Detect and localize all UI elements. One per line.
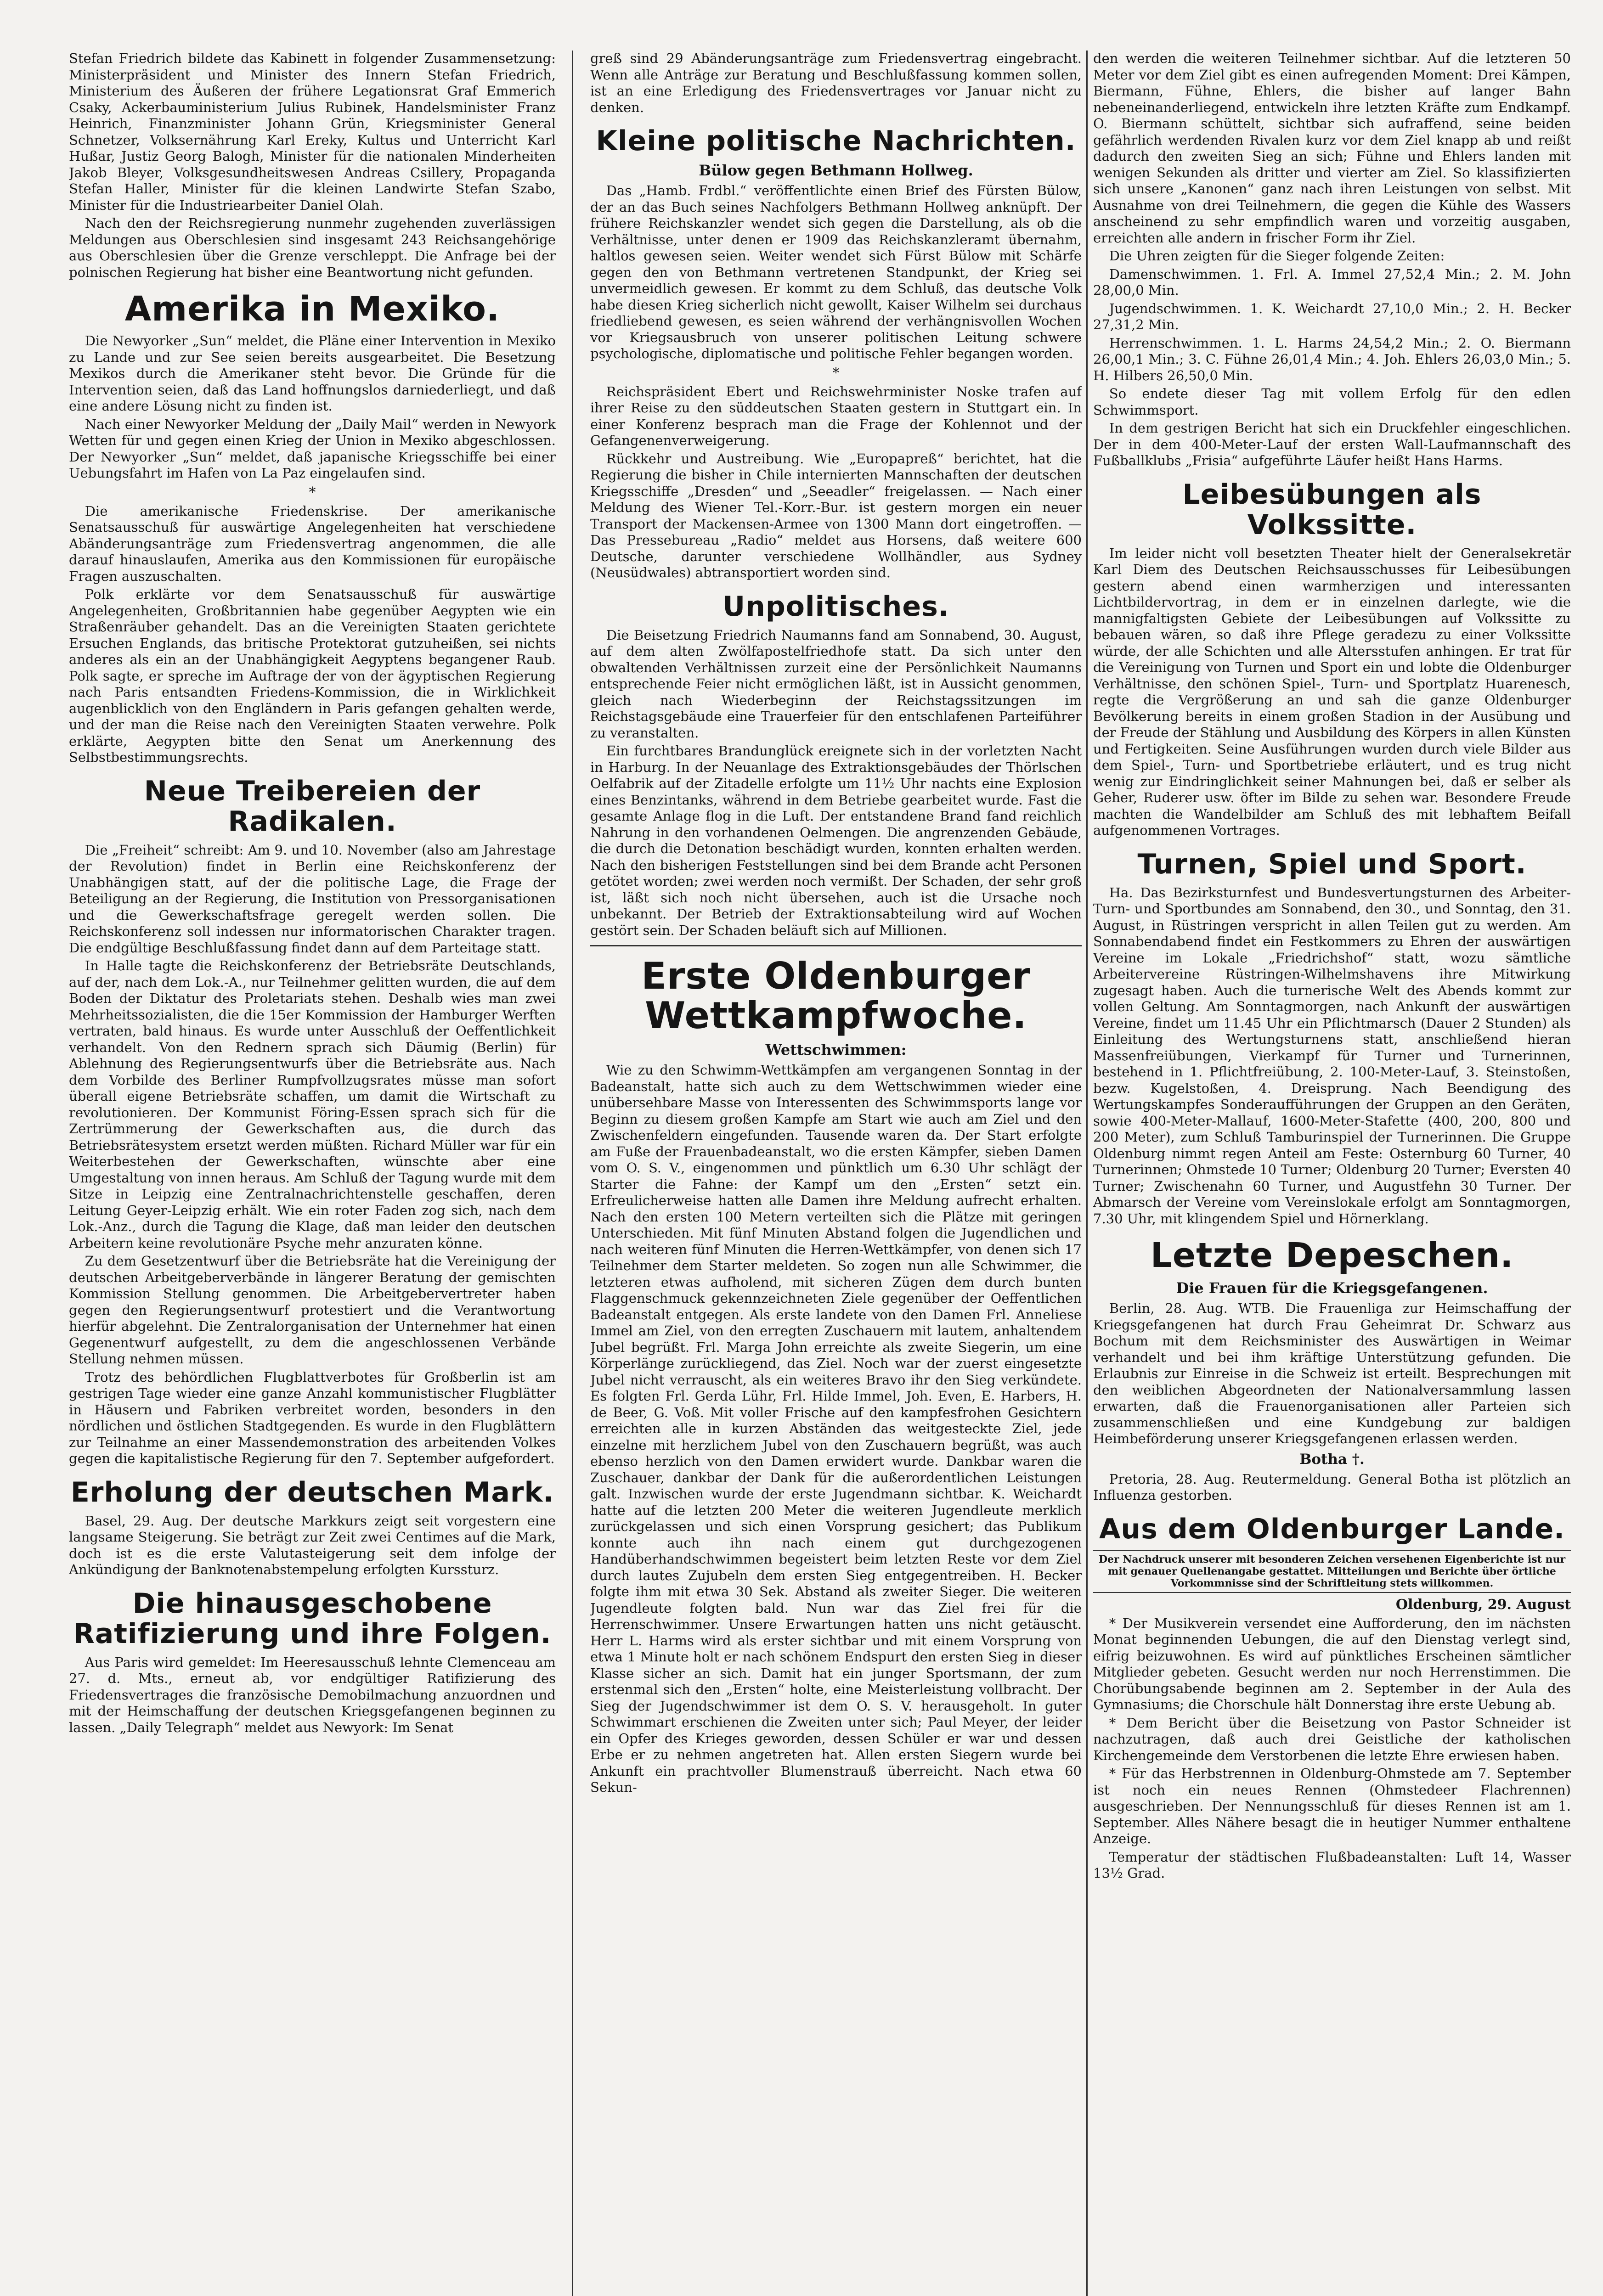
column-3: [1093, 51, 1571, 2296]
headline-radikalen: Neue Treibereien der Radikalen.: [144, 775, 481, 838]
naumann-paragraph: Die Beisetzung Friedrich Naumanns fand am Sonnabend, 30. August, auf dem alten Zwölfapostelfriedhofe statt. Da sich unter den obwaltenden Verhältnissen zurzeit eine der Persönlichkeit Naumanns entsprechende Feier nicht ermöglichen läßt, ist in Aussicht genommen, gleich nach Wiederbeginn der Reichstagssitzungen im Reichstagsgebäude eine Trauerfeier für den entschlafenen Parteiführer zu veranstalten.: [590, 627, 1082, 741]
cabinet-article-text: Stefan Friedrich bildete das Kabinett in folgender Zusammensetzung: Ministerpräsident und Minister des Innern Stefan Friedrich, Ministerium des Äußeren der frühere Legationsrat Graf Emmerich Csaky, Ackerbauministerium Julius Rubinek, Handelsminister Franz Heinrich, Finanzminister Johann Grün, Kriegsminister General Schnetzer, Volksernährung Karl Ereky, Kultus und Unterricht Karl Hußar, Justiz Georg Balogh, Minister für die nationalen Minderheiten Jakob Bleyer, Volksgesundheitswesen Andreas Csillery, Propaganda Stefan Haller, Minister für die kleinen Landwirte Stefan Szabo, Minister für die Industriearbeiter Daniel Olah.: [69, 51, 556, 213]
botha-paragraph: Pretoria, 28. Aug. Reutermeldung. General Botha ist plötzlich an Influenza gestorben.: [1093, 1471, 1571, 1503]
results-intro: Die Uhren zeigten für die Sieger folgende Zeiten:: [1109, 248, 1445, 264]
results-jugend: Jugendschwimmen. 1. K. Weichardt 27,10,0 Min.; 2. H. Becker 27,31,2 Min.: [1093, 300, 1571, 332]
brandunglueck-paragraph: Ein furchtbares Brandunglück ereignete sich in der vorletzten Nacht in Harburg. In der Neuanlage des Extraktionsgebäudes der Thörlschen Oelfabrik auf der Zitadelle erfolgte um 11½ Uhr nachts eine Explosion eines Benzintanks, während in dem Betriebe gearbeitet wurde. Fast die gesamte Anlage flog in die Luft. Der entstandene Brand fand reichlich Nahrung in den vorhandenen Oelmengen. Die angrenzenden Gebäude, die durch die Detonation beschädigt wurden, konnten erhalten werden. Nach den bisherigen Feststellungen sind bei dem Brande acht Personen getötet worden; zwei werden noch vermißt. Der Schaden, der sehr groß ist, läßt sich noch nicht übersehen, auch ist die Ursache noch unbekannt. Der Betrieb der Extraktionsabteilung wird auf Wochen gestört sein. Der Schaden beläuft sich auf Millionen.: [590, 743, 1082, 938]
mexiko-paragraph-1: Die Newyorker „Sun“ meldet, die Pläne einer Intervention in Mexiko zu Lande und zur See seien bereits ausgearbeitet. Die Besetzung Mexikos durch die Amerikaner steht bevor. Die Gründe für die Intervention seien, daß das Land hoffnungslos darniederliegt, und daß eine andere Lösung nicht zu finden ist.: [69, 333, 556, 414]
dateline: Oldenburg, 29. August: [1395, 1596, 1571, 1613]
headline-erholung-mark: Erholung der deutschen Mark.: [70, 1476, 554, 1508]
section-divider: [590, 945, 1082, 946]
column-rule: [572, 51, 573, 2296]
separator-star: *: [309, 484, 316, 501]
druckfehler-paragraph: In dem gestrigen Bericht hat sich ein Druckfehler eingeschlichen. Der in dem 400-Meter-Lauf der ersten Wall-Laufmannschaft des Fußballklubs „Frisia“ aufgeführte Läufer heißt Hans Harms.: [1093, 420, 1571, 468]
rueckkehr-paragraph: Rückkehr und Austreibung. Wie „Europapreß“ berichtet, hat die Regierung die bisher in Chile internierten Mannschaften der deutschen Kriegsschiffe „Dresden“ und „Seeadler“ freigelassen. — Nach einer Meldung des Wiener Tel.-Korr.-Bur. ist gestern morgen ein neuer Transport der Mackensen-Armee von 1300 Mann dort eingetroffen. — Das Pressebureau „Radio“ meldet aus Horsens, daß weitere 600 Deutsche, darunter verschiedene Wollhändler, aus Sydney (Neusüdwales) abtransportiert worden sind.: [590, 450, 1082, 580]
radikalen-paragraph-1: Die „Freiheit“ schreibt: Am 9. und 10. November (also am Jahrestage der Revolution) findet in Berlin eine Reichskonferenz der Unabhängigen statt, auf der die politische Lage, die Frage der Beteiligung an der Regierung, die Institution von Pressorganisationen und die Gewerkschaftsfrage geregelt werden sollen. Die Reichskonferenz soll indessen nur informatorischen Charakter tragen. Die endgültige Beschlußfassung findet dann auf dem Parteitage statt.: [69, 842, 556, 956]
reprint-notice: Der Nachdruck unserer mit besonderen Zeichen versehenen Eigenberichte ist nur mit genauer Quellenangabe gestattet. Mitteilungen und Berichte über örtliche Vorkommnisse sind der Schriftleitung stets willkommen.: [1093, 1550, 1571, 1593]
radikalen-paragraph-4: Trotz des behördlichen Flugblattverbotes für Großberlin ist am gestrigen Tage wieder eine ganze Anzahl kommunistischer Flugblätter in Häusern und Fabriken verbreitet worden, besonders in den nördlichen und östlichen Stadtgegenden. Es wurde in den Flugblättern zur Teilnahme an einer Massendemonstration des arbeitenden Volkes gegen die kapitalistische Regierung für den 7. September aufgefordert.: [69, 1369, 556, 1466]
ratifizierung-continuation: greß sind 29 Abänderungsanträge zum Friedensvertrag eingebracht. Wenn alle Anträge zur Beratung und Beschlußfassung kommen sollen, ist an eine Erledigung des Friedensvertrages vor Januar nicht zu denken.: [590, 51, 1082, 115]
ratifizierung-paragraph: Aus Paris wird gemeldet: Im Heeresausschuß lehnte Clemenceau am 27. d. Mts., erneut ab, vor endgültiger Ratifizierung des Friedensvertrages die französische Demobilmachung anzuordnen und mit der Heimschaffung der deutschen Kriegsgefangenen beginnen zu lassen. „Daily Telegraph“ meldet aus Newyork: Im Senat: [69, 1654, 556, 1735]
ebert-noske-paragraph: Reichspräsident Ebert und Reichswehrminister Noske trafen auf ihrer Reise zu den süddeutschen Staaten gestern in Stuttgart ein. In einer Konferenz besprach man die Frage der Kohlennot und der Gefangenenverweigerung.: [590, 383, 1082, 448]
upper-silesia-notice: Nach den der Reichsregierung nunmehr zugehenden zuverlässigen Meldungen aus Oberschlesien sind insgesamt 243 Reichsangehörige aus Oberschlesien über die Grenze verschleppt. Die Anfrage bei der polnischen Regierung hat bisher eine Beantwortung nicht gefunden.: [69, 215, 556, 280]
musikverein-paragraph: * Der Musikverein versendet eine Aufforderung, den im nächsten Monat beginnenden Uebungen, die auf den Dienstag verlegt sind, eifrig beizuwohnen. Es wird auf pünktliches Erscheinen sämtlicher Mitglieder gebeten. Gesucht werden nur noch Herrenstimmen. Die Chorübungsabende beginnen am 2. September in der Aula des Gymnasiums; die Chorschule hält Donnerstag ihre erste Uebung ab.: [1093, 1615, 1571, 1712]
radikalen-paragraph-2: In Halle tagte die Reichskonferenz der Betriebsräte Deutschlands, auf der, nach dem Lok.-A., nur Teilnehmer gelitten wurden, die auf dem Boden der Diktatur des Proletariats stehen. Deshalb wies man zwei Mehrheitssozialisten, die die 15er Kommission der Hamburger Werften vertraten, bald hinaus. Es wurde unter Ausschluß der Oeffentlichkeit verhandelt. Von den Rednern sprach sich Däumig (Berlin) für Ablehnung des Regierungsentwurfs über die Betriebsräte aus. Nach dem Vorbilde des Berliner Rumpfvollzugsrates müsse man sofort überall eigene Betriebsräte schaffen, um damit die Wirtschaft zu revolutionieren. Der Kommunist Föring-Essen sprach sich für die Zertrümmerung der Gewerkschaften aus, die durch das Betriebsrätesystem ersetzt werden müßten. Richard Müller war für ein Weiterbestehen der Gewerkschaften, wünschte aber eine Umgestaltung von innen heraus. Am Schluß der Tagung wurde mit dem Sitze in Leipzig eine Zentralnachrichtenstelle geschaffen, deren Leitung Geyer-Leipzig erhält. Wie ein roter Faden zog sich, nach dem Lok.-Anz., durch die Tagung die Klage, daß man leider den deutschen Arbeitern keine revolutionäre Psyche mehr anzuraten könne.: [69, 958, 556, 1251]
column-1: [69, 51, 556, 2296]
wettschwimmen-continuation: den werden die weiteren Teilnehmer sichtbar. Auf die letzteren 50 Meter vor dem Ziel gibt es einen aufregenden Moment: Drei Kämpen, Biermann, Fühne, Ehlers, die bisher auf langer Bahn nebeneinanderliegend, entwickeln ihre letzten Kräfte zum Endkampf. O. Biermann schüttelt, sichtbar sich aufraffend, seine beiden gefährlich werdenden Rivalen kurz vor dem Ziel knapp ab und reißt dadurch den zweiten Sieg an sich; Fühne und Ehlers landen mit wenigen Sekunden als dritter und vierter am Ziel. So klassifizierten sich unsere „Kanonen“ ganz nach ihren Leistungen von selbst. Mit Ausnahme von drei Teilnehmern, die gegen die Kühle des Wassers anscheinend zu sehr empfindlich waren und vorzeitig ausgaben, erreichten alle andern in frischer Form ihr Ziel.: [1093, 51, 1571, 246]
leibesuebungen-paragraph: Im leider nicht voll besetzten Theater hielt der Generalsekretär Karl Diem des Deutschen Reichsausschusses für Leibesübungen gestern abend einen warmherzigen und interessanten Lichtbildervortrag, in dem er in einzelnen darlegte, wie die mannigfaltigsten Gebiete der Leibesübungen auf Volkssitte zu bebauen wären, so daß ihre Pflege geradezu zu einer Volkssitte würde, der alle Schichten und alle Altersstufen anhingen. Er trat für die Vereinigung von Turnen und Sport ein und lobte die Oldenburger Verhältnisse, den schönen Spiel-, Turn- und Sportplatz Huarenesch, regte die Vergrößerung an und sah die ganze Oldenburger Bevölkerung bereits in einem großen Stadion in der Ausübung und der Freude der Stählung und Ausbildung des Körpers in allen Künsten und Fertigkeiten. Seine Ausführungen wurden durch viele Bilder aus dem Spiel-, Turn- und Sportbetriebe erläutert, und es trug nicht wenig zur Eindringlichkeit seiner Mahnungen bei, daß er selber als Geher, Ruderer usw. öfter im Bilde zu sehen war. Besondere Freude machten die Wandelbilder am Schluß des mit lebhaftem Beifall aufgenommenen Vortrages.: [1093, 545, 1571, 838]
turnen-paragraph: Ha. Das Bezirksturnfest und Bundesvertungsturnen des Arbeiter-Turn- und Sportbundes am Sonnabend, den 30., und Sonntag, den 31. August, in Rüstringen verspricht in allen Teilen gut zu werden. Am Sonnabendabend findet ein Festkommers zu Ehren der auswärtigen Vereine im Lokale „Friedrichshof“ statt, wozu sämtliche Arbeitervereine Rüstringen-Wilhelmshavens ihre Mitwirkung zugesagt haben. Auch die turnerische Welt des Abends kommt zur vollen Geltung. Am Sonntagmorgen, nach Ankunft der auswärtigen Vereine, findet um 11.45 Uhr ein Pflichtmarsch (Dauer 2 Stunden) als Einleitung des Wertungsturnens statt, anschließend hieran Massenfreiübungen, Vierkampf für Turner und Turnerinnen, bestehend in 1. Pflichtfreiübung, 2. 100-Meter-Lauf, 3. Steinstoßen, bezw. Kugelstoßen, 4. Dreisprung. Nach Beendigung des Wertungskampfes Sonderaufführungen der Gruppen an den Geräten, sowie 400-Meter-Mallauf, 1600-Meter-Stafette (400, 200, 800 und 200 Meter), zum Schluß Tamburinspiel der Turnerinnen. Die Gruppe Oldenburg nimmt regen Anteil am Feste: Osternburg 60 Turner, 40 Turnerinnen; Ohmstede 10 Turner; Oldenburg 20 Turner; Eversten 40 Turner; Zwischenahn 60 Turner, und Augustfehn 30 Turner. Der Abmarsch der Vereine vom Vereinslokale erfolgt am Sonntagmorgen, 7.30 Uhr, mit klingendem Spiel und Hörnerklang.: [1093, 884, 1571, 1227]
herbstrennen-paragraph: * Für das Herbstrennen in Oldenburg-Ohmstede am 7. September ist noch ein neues Rennen (Ohmstedeer Flachrennen) ausgeschrieben. Der Nennungsschluß für dieses Rennen ist am 1. September. Alles Nähere besagt die in heutiger Nummer enthaltene Anzeige.: [1093, 1766, 1571, 1846]
radikalen-paragraph-3: Zu dem Gesetzentwurf über die Betriebsräte hat die Vereinigung der deutschen Arbeitgeberverbände in längerer Beratung der gemischten Kommission Stellung genommen. Die Arbeitgebervertreter haben gegen den Regierungsentwurf protestiert und die Verantwortung hierfür abgelehnt. Die Zentralorganisation der Unternehmer hat einen Gegenentwurf aufgestellt, zu dem die angeschlossenen Verbände Stellung nehmen müssen.: [69, 1253, 556, 1367]
headline-unpolitisches: Unpolitisches.: [722, 590, 949, 623]
separator-star: *: [832, 365, 840, 381]
temperatur-paragraph: Temperatur der städtischen Flußbadeanstalten: Luft 14, Wasser 13½ Grad.: [1093, 1849, 1571, 1881]
column-rule: [1086, 51, 1088, 2296]
headline-wettkampfwoche: Erste Oldenburger Wettkampfwoche.: [641, 955, 1031, 1037]
buelow-paragraph: Das „Hamb. Frdbl.“ veröffentlichte einen Brief des Fürsten Bülow, der an das Buch seines Nachfolgers Bethmann Hollweg anknüpft. Der frühere Reichskanzler wendet sich gegen die Darstellung, als ob die Verhältnisse, unter denen er 1909 das Reichskanzleramt übernahm, haltlos gewesen seien. Weiter wendet sich Fürst Bülow mit Schärfe gegen den von Bethmann vertretenen Standpunkt, der Krieg sei unvermeidlich gewesen. Er kommt zu dem Schluß, das deutsche Volk habe diesen Krieg sicherlich nicht gewollt, Kaiser Wilhelm sei durchaus friedliebend gewesen, es seien während der verhängnisvollen Wochen vor Kriegsausbruch von unserer politischen Leitung schwere psychologische, diplomatische und politische Fehler begangen worden.: [590, 183, 1082, 361]
friedenskrise-paragraph: Die amerikanische Friedenskrise. Der amerikanische Senatsausschuß für auswärtige Angelegenheiten hat verschiedene Abänderungsanträge zum Friedensvertrag angenommen, die alle darauf hinauslaufen, Amerika aus den Kommissionen für europäische Fragen auszuschalten.: [69, 503, 556, 584]
subheadline-wettschwimmen: Wettschwimmen:: [765, 1041, 907, 1058]
polk-paragraph: Polk erklärte vor dem Senatsausschuß für auswärtige Angelegenheiten, Großbritannien habe gegenüber Aegypten wie ein Straßenräuber gehandelt. Das an die Vereinigten Staaten gerichtete Ersuchen Englands, das britische Protektorat gutzuheißen, sei nichts anderes als ein an der Unabhängigkeit Aegyptens begangener Raub. Polk sagte, er spreche im Auftrage der von der ägyptischen Regierung nach Paris entsandten Friedens-Kommission, die in Wirklichkeit augenblicklich von den Engländern in Paris gefangen gehalten werde, und der man die Reise nach den Vereinigten Staaten verwehre. Polk erklärte, Aegypten bitte den Senat um Anerkennung des Selbstbestimmungsrechts.: [69, 586, 556, 765]
column-2: [590, 51, 1082, 2296]
beisetzung-paragraph: * Dem Bericht über die Beisetzung von Pastor Schneider ist nachzutragen, daß auch drei Geistliche der katholischen Kirchengemeinde dem Verstorbenen die letzte Ehre erwiesen haben.: [1093, 1715, 1571, 1763]
headline-turnen-spiel-sport: Turnen, Spiel und Sport.: [1137, 848, 1527, 880]
headline-letzte-depeschen: Letzte Depeschen.: [1150, 1236, 1514, 1275]
mexiko-paragraph-2: Nach einer Newyorker Meldung der „Daily Mail“ werden in Newyork Wetten für und gegen einen Krieg der Union in Mexiko abgeschlossen. Der Newyorker „Sun“ meldet, daß japanische Kriegsschiffe bei einer Uebungsfahrt im Hafen von La Paz eingelaufen sind.: [69, 416, 556, 481]
results-closing: So endete dieser Tag mit vollem Erfolg für den edlen Schwimmsport.: [1093, 386, 1571, 418]
results-herren: Herrenschwimmen. 1. L. Harms 24,54,2 Min.; 2. O. Biermann 26,00,1 Min.; 3. C. Fühne 26,01,4 Min.; 4. Joh. Ehlers 26,03,0 Min.; 5. H. Hilbers 26,50,0 Min.: [1093, 335, 1571, 383]
wettschwimmen-paragraph: Wie zu den Schwimm-Wettkämpfen am vergangenen Sonntag in der Badeanstalt, hatte sich auch zu dem Wettschwimmen wieder eine unübersehbare Masse von Interessenten des Schwimmsports lange vor Beginn zu diesem großen Kampfe am Start wie auch am Ziel und den Zwischenfeldern eingefunden. Tausende waren da. Der Start erfolgte am Fuße der Frauenbadeanstalt, wo die ersten Kämpfer, sieben Damen vom O. S. V., eingenommen und pünktlich um 6.30 Uhr schlägt der Starter die Fahne: der Kampf um den „Ersten“ setzt ein. Erfreulicherweise hatten alle Damen ihre Meldung aufrecht erhalten. Nach den ersten 100 Metern verteilten sich die Plätze mit geringen Unterschieden. Mit fünf Minuten Abstand folgen die Jugendlichen und nach weiteren fünf Minuten die Herren-Wettkämpfer, von denen sich 17 Teilnehmer dem Starter meldeten. So zogen nun alle Schwimmer, die letzteren etwas aufholend, mit sicheren Zügen dem durch bunten Flaggenschmuck gekennzeichneten Ziele gegenüber der Oeffentlichen Badeanstalt entgegen. Als erste landete von den Damen Frl. Anneliese Immel am Ziel, von den erregten Zuschauern mit lautem, anhaltendem Jubel begrüßt. Frl. Marga John erreichte als zweite Siegerin, um eine Körperlänge zurückliegend, das Ziel. Noch war der zuerst eingesetzte Jubel nicht verrauscht, als ein weiteres Bravo ihr den Sieg verkündete. Es folgten Frl. Gerda Lühr, Frl. Hilde Immel, Joh. Even, E. Harbers, H. de Beer, G. Voß. Mit voller Frische auf den kampfesfrohen Gesichtern erreichten alle in kurzen Abständen das weitgesteckte Ziel, jede einzelne mit herzlichem Jubel von den Zuschauern begrüßt, was auch ebenso herzlich von den Damen erwidert wurde. Dankbar waren die Zuschauer, dankbar der Dank für die außerordentlichen Leistungen galt. Inzwischen wurde der erste Jugendmann sichtbar. K. Weichardt hatte auf die letzten 200 Meter die weiteren Jugendleute merklich zurückgelassen und sich einen Vorsprung gesichert; das Publikum konnte auch ihn nach einem gut durchgezogenen Handüberhandschwimmen begeistert beim letzten Reste vor dem Ziel durch lautes Zujubeln dem ersten Sieg entgegentreiben. H. Becker folgte ihm mit etwa 30 Sek. Abstand als zweiter Sieger. Die weiteren Jugendleute folgten bald. Nun war das Ziel frei für die Herrenschwimmer. Unsere Erwartungen hatten uns nicht getäuscht. Herr L. Harms wird als erster sichtbar und mit einem Vorsprung von etwa 1 Minute holt er nach schönem Endspurt den ersten Sieg in dieser Klasse sicher an sich. Damit hat ein junger Sportsmann, der zum erstenmal sich den „Ersten“ holte, eine Meisterleistung vollbracht. Der Sieg der Jugendschwimmer ist dem O. S. V. herausgeholt. In guter Schwimmart erschienen die Zweiten unter sich; Paul Meyer, der leider ein Opfer des Krieges geworden, dessen Schüler er war und dessen Erbe er zu nehmen angetreten hat. Allen ersten Siegern wurde bei Ankunft ein prachtvoller Blumenstrauß überreicht. Nach etwa 60 Sekun-: [590, 1062, 1082, 1795]
headline-leibesuebungen: Leibesübungen als Volkssitte.: [1182, 478, 1482, 541]
frauenliga-paragraph: Berlin, 28. Aug. WTB. Die Frauenliga zur Heimschaffung der Kriegsgefangenen hat durch Frau Geheimrat Dr. Schwarz aus Bochum mit dem Reichsminister des Auswärtigen in Weimar verhandelt und bei ihm kräftige Unterstützung gefunden. Die Erlaubnis zur Einreise in die Schweiz ist erteilt. Besprechungen mit den weiblichen Abgeordneten der Nationalversammlung lassen erwarten, daß die Frauenorganisationen aller Parteien sich zusammenschließen und eine Kundgebung zur baldigen Heimbeförderung unserer Kriegsgefangenen erlassen werden.: [1093, 1300, 1571, 1446]
subheadline-frauen-kriegsgefangene: Die Frauen für die Kriegsgefangenen.: [1176, 1279, 1488, 1297]
headline-ratifizierung: Die hinausgeschobene Ratifizierung und ihre Folgen.: [73, 1587, 552, 1650]
headline-kleine-nachrichten: Kleine politische Nachrichten.: [596, 125, 1076, 157]
headline-oldenburger-lande: Aus dem Oldenburger Lande.: [1099, 1513, 1565, 1545]
botha-heading: Botha †.: [1299, 1451, 1365, 1468]
headline-amerika-mexiko: Amerika in Mexiko.: [124, 289, 500, 329]
results-damen: Damenschwimmen. 1. Frl. A. Immel 27,52,4 Min.; 2. M. John 28,00,0 Min.: [1093, 266, 1571, 298]
mark-paragraph: Basel, 29. Aug. Der deutsche Markkurs zeigt seit vorgestern eine langsame Steigerung. Sie beträgt zur Zeit zwei Centimes auf die Mark, doch ist es die erste Valutasteigerung seit dem infolge der Ankündigung der Banknotenabstempelung erfolgten Kurssturz.: [69, 1513, 556, 1577]
subheadline-buelow: Bülow gegen Bethmann Hollweg.: [699, 162, 973, 179]
